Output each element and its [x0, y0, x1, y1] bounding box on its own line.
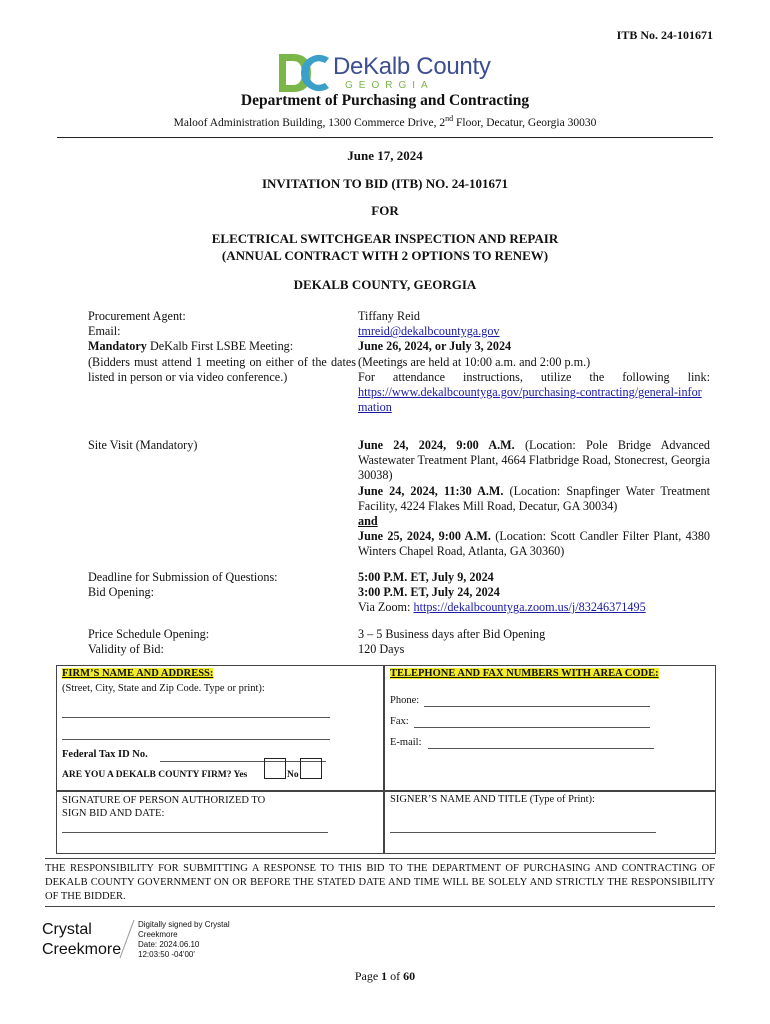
firm-note: (Street, City, State and Zip Code. Type or print): [62, 683, 265, 694]
signer-label: SIGNER’S NAME AND TITLE (Type of Print): [390, 794, 595, 805]
phone-label: Phone: [390, 695, 420, 706]
meeting-labels [88, 309, 356, 385]
opening-time: 3:00 P.M. ET, July 24, 2024 [358, 585, 500, 600]
zoom-line: Via Zoom: https://dekalbcountyga.zoom.us/j/83246371495 [358, 600, 646, 615]
phone-input[interactable] [424, 694, 650, 707]
site-visit-details [358, 438, 710, 560]
firm-address-input[interactable] [62, 727, 330, 740]
questions-label: Deadline for Submission of Questions: [88, 570, 278, 584]
firm-heading: FIRM’S NAME AND ADDRESS: [62, 668, 214, 679]
site-visit-1: June 24, 2024, 9:00 A.M. (Location: Pole Bridge Advanced Wastewater Treatment Plant, 4664 Flatbridge Road, Stonecrest, Georgia 30038) [358, 438, 710, 483]
dekalb-firm-question: ARE YOU A DEKALB COUNTY FIRM? Yes [62, 770, 248, 780]
logo-subtitle: GEORGIA [345, 80, 434, 91]
department-address: Maloof Administration Building, 1300 Commerce Drive, 2nd Floor, Decatur, Georgia 30030 [173, 114, 597, 129]
responsibility-statement: THE RESPONSIBILITY FOR SUBMITTING A RESPONSE TO THIS BID TO THE DEPARTMENT OF PURCHASING AND CONTRACTING OF DEKALB COUNTY GOVERNMENT ON OR BEFORE THE STATED DATE AND TIME WILL BE SOLELY AND STRICTLY THE RESPONSIBILITY OF THE BIDDER. [45, 863, 715, 902]
price-value: 3 – 5 Business days after Bid Opening [358, 627, 546, 641]
project-title-line1: ELECTRICAL SWITCHGEAR INSPECTION AND REPAIR [211, 231, 559, 246]
logo-wordmark: DeKalb County [333, 53, 491, 80]
signature-divider-icon [118, 918, 136, 960]
responsibility-divider-top [45, 858, 715, 859]
email-input[interactable] [428, 736, 654, 749]
digital-signature-name: Crystal Creekmore [42, 921, 122, 958]
phone-info-cell [383, 665, 716, 792]
firm-name-input[interactable] [62, 705, 330, 718]
email-field-label: E-mail: [390, 737, 422, 748]
digital-signature-details: Digitally signed by Crystal Creekmore Date: 2024.06.10 12:03:50 -04'00' [138, 920, 230, 959]
price-labels [88, 627, 356, 657]
deadline-labels [88, 570, 356, 600]
agent-name: Tiffany Reid [358, 309, 420, 323]
meeting-note: (Bidders must attend 1 meeting on either of the dates listed in person or via video conference.) [88, 354, 356, 384]
agent-label: Procurement Agent: [88, 309, 186, 323]
phone-heading: TELEPHONE AND FAX NUMBERS WITH AREA CODE: [390, 668, 659, 679]
department-title: Department of Purchasing and Contracting [240, 92, 530, 109]
tax-id-label: Federal Tax ID No. [62, 749, 148, 760]
meeting-label: Mandatory DeKalb First LSBE Meeting: [88, 339, 294, 354]
fax-input[interactable] [414, 715, 650, 728]
itb-number: ITB No. 24-101671 [616, 28, 713, 42]
for-label: FOR [371, 203, 399, 218]
signer-input[interactable] [390, 820, 656, 833]
no-label: No [287, 770, 299, 780]
meeting-times: (Meetings are held at 10:00 a.m. and 2:00 p.m.) [358, 354, 591, 369]
agent-email-link[interactable]: tmreid@dekalbcountyga.gov [358, 324, 500, 339]
dekalb-logo-icon [277, 52, 333, 94]
deadline-values [358, 570, 710, 616]
signature-label: SIGNATURE OF PERSON AUTHORIZED TO SIGN BID AND DATE: [62, 795, 266, 819]
responsibility-divider-bottom [45, 906, 715, 907]
project-title-line2: (ANNUAL CONTRACT WITH 2 OPTIONS TO RENEW) [221, 248, 549, 263]
county-title: DEKALB COUNTY, GEORGIA [293, 277, 477, 292]
email-label: Email: [88, 324, 121, 339]
attendance-text: For attendance instructions, utilize the following link: [358, 369, 710, 384]
attendance-link[interactable]: https://www.dekalbcountyga.gov/purchasing-contracting/general-information [358, 385, 702, 415]
site-visit-3: June 25, 2024, 9:00 A.M. (Location: Scott Candler Filter Plant, 4380 Winters Chapel Road, Atlanta, GA 30360) [358, 529, 711, 559]
no-checkbox[interactable] [300, 758, 322, 779]
issue-date: June 17, 2024 [347, 148, 423, 163]
fax-label: Fax: [390, 716, 409, 727]
zoom-link[interactable]: https://dekalbcountyga.zoom.us/j/83246371495 [413, 600, 646, 615]
validity-value: 120 Days [358, 642, 405, 657]
header-divider [57, 137, 713, 138]
yes-checkbox[interactable] [264, 758, 286, 779]
invitation-title: INVITATION TO BID (ITB) NO. 24-101671 [261, 176, 509, 191]
page-number: Page 1 of 60 [354, 969, 416, 983]
price-label: Price Schedule Opening: [88, 627, 210, 641]
site-visit-label: Site Visit (Mandatory) [88, 438, 198, 452]
questions-deadline: 5:00 P.M. ET, July 9, 2024 [358, 570, 494, 584]
site-visit-2: June 24, 2024, 11:30 A.M. (Location: Snapfinger Water Treatment Facility, 4224 Flakes Mill Road, Decatur, GA 30034) [358, 483, 710, 513]
meeting-values [358, 309, 710, 415]
signature-input[interactable] [62, 820, 328, 833]
meeting-dates: June 26, 2024, or July 3, 2024 [358, 339, 512, 354]
price-values [358, 627, 710, 657]
and-label: and [358, 514, 378, 529]
validity-label: Validity of Bid: [88, 642, 164, 657]
opening-label: Bid Opening: [88, 585, 155, 600]
